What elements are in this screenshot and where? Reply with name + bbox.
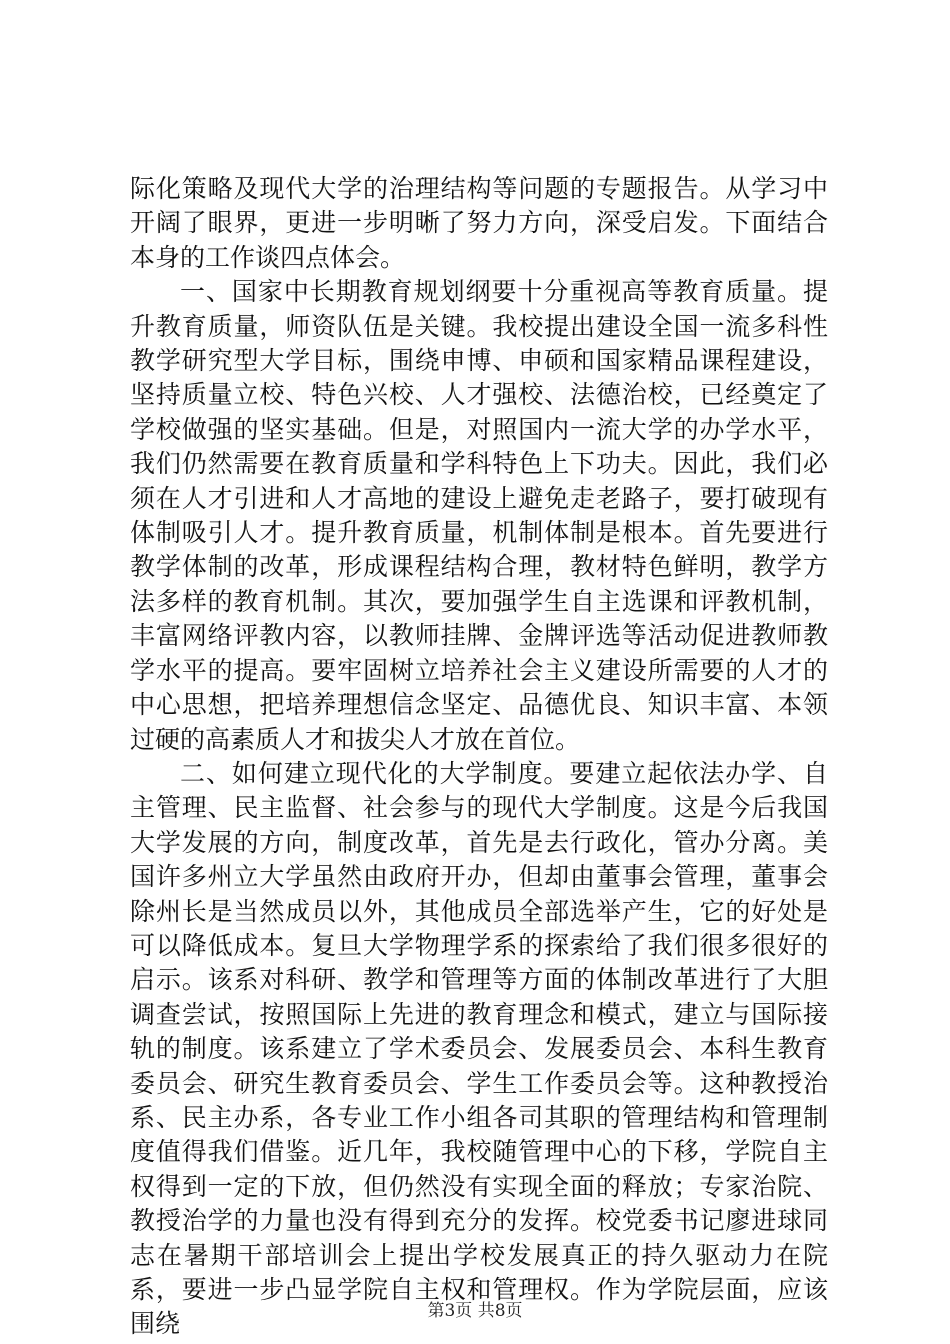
paragraph-education-quality: 一、国家中长期教育规划纲要十分重视高等教育质量。提升教育质量，师资队伍是关键。我校提出建设全国一流多科性教学研究型大学目标，围绕申博、申硕和国家精品课程建设，坚持质量立校、特色兴校、人才强校、法德治校，已经奠定了学校做强的坚实基础。但是，对照国内一流大学的办学水平，我们仍然需要在教育质量和学科特色上下功夫。因此，我们必须在人才引进和人才高地的建设上避免走老路子，要打破现有体制吸引人才。提升教育质量，机制体制是根本。首先要进行教学体制的改革，形成课程结构合理，教材特色鲜明，教学方法多样的教育机制。其次，要加强学生自主选课和评教机制，丰富网络评教内容，以教师挂牌、金牌评选等活动促进教师教学水平的提高。要牢固树立培养社会主义建设所需要的人才的中心思想，把培养理想信念坚定、品德优良、知识丰富、本领过硬的高素质人才和拔尖人才放在首位。: [130, 277, 828, 754]
paragraph-university-system: 二、如何建立现代化的大学制度。要建立起依法办学、自主管理、民主监督、社会参与的现代大学制度。这是今后我国大学发展的方向，制度改革，首先是去行政化，管办分离。美国许多州立大学虽然由政府开办，但却由董事会管理，董事会除州长是当然成员以外，其他成员全部选举产生，它的好处是可以降低成本。复旦大学物理学系的探索给了我们很多很好的启示。该系对科研、教学和管理等方面的体制改革进行了大胆调查尝试，按照国际上先进的教育理念和模式，建立与国际接轨的制度。该系建立了学术委员会、发展委员会、本科生教育委员会、研究生教育委员会、学生工作委员会等。这种教授治系、民主办系，各专业工作小组各司其职的管理结构和管理制度值得我们借鉴。近几年，我校随管理中心的下移，学院自主权得到一定的下放，但仍然没有实现全面的释放；专家治院、教授治学的力量也没有得到充分的发挥。校党委书记廖进球同志在暑期干部培训会上提出学校发展真正的持久驱动力在院系，要进一步凸显学院自主权和管理权。作为学院层面，应该围绕: [130, 758, 828, 1339]
page-number: 第3页 共8页: [427, 1301, 523, 1321]
document-body: [130, 172, 828, 1342]
paragraph-continuation: 际化策略及现代大学的治理结构等问题的专题报告。从学习中开阔了眼界，更进一步明晰了努力方向，深受启发。下面结合本身的工作谈四点体会。: [130, 174, 828, 272]
